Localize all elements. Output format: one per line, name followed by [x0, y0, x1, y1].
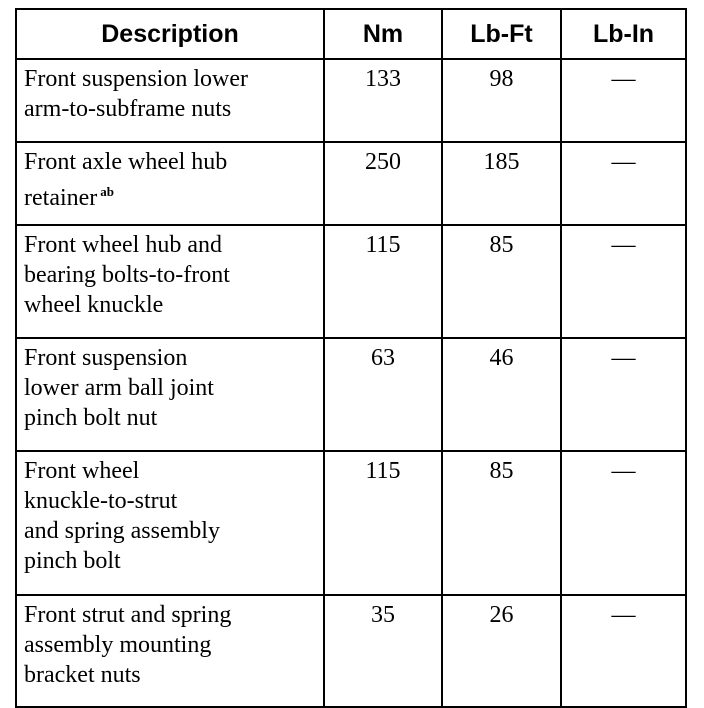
description-line: and spring assembly — [24, 518, 220, 544]
description-line: pinch bolt nut — [24, 405, 158, 431]
nm-cell: 250 — [324, 142, 442, 225]
description-cell — [16, 595, 324, 707]
description-cell — [16, 59, 324, 142]
lb-ft-cell: 85 — [442, 451, 561, 595]
description-line: wheel knuckle — [24, 292, 164, 318]
description-line: knuckle-to-strut — [24, 488, 178, 514]
lb-ft-cell: 26 — [442, 595, 561, 707]
description-cell — [16, 451, 324, 595]
description-line-with-footnote — [24, 177, 317, 213]
nm-cell: 115 — [324, 451, 442, 595]
table-row — [16, 338, 686, 451]
description-line: arm-to-subframe nuts — [24, 96, 232, 122]
nm-cell: 35 — [324, 595, 442, 707]
nm-cell: 115 — [324, 225, 442, 338]
description-line: Front suspension lower — [24, 66, 248, 92]
torque-spec-table — [15, 8, 687, 708]
table-row — [16, 225, 686, 338]
lb-in-cell: — — [561, 142, 686, 225]
table-row — [16, 595, 686, 707]
description-line: lower arm ball joint — [24, 375, 214, 401]
description-line: bracket nuts — [24, 662, 141, 688]
table-row — [16, 451, 686, 595]
lb-in-cell: — — [561, 451, 686, 595]
description-line: pinch bolt — [24, 548, 121, 574]
footnote-marker: ab — [100, 184, 115, 199]
description-text: retainer — [24, 185, 98, 211]
description-line: assembly mounting — [24, 632, 212, 658]
description-cell — [16, 225, 324, 338]
description-line: bearing bolts-to-front — [24, 262, 230, 288]
description-line: Front axle wheel hub — [24, 149, 228, 175]
description-line: Front strut and spring — [24, 602, 232, 628]
header-lb-in: Lb-In — [561, 9, 686, 59]
description-line: Front wheel — [24, 458, 140, 484]
header-description: Description — [16, 9, 324, 59]
lb-ft-cell: 85 — [442, 225, 561, 338]
description-cell — [16, 338, 324, 451]
header-lb-ft: Lb-Ft — [442, 9, 561, 59]
table-row — [16, 59, 686, 142]
nm-cell: 133 — [324, 59, 442, 142]
description-line: Front suspension — [24, 345, 188, 371]
lb-ft-cell: 46 — [442, 338, 561, 451]
lb-in-cell: — — [561, 338, 686, 451]
lb-in-cell: — — [561, 59, 686, 142]
lb-ft-cell: 98 — [442, 59, 561, 142]
table-row — [16, 142, 686, 225]
description-cell — [16, 142, 324, 225]
lb-ft-cell: 185 — [442, 142, 561, 225]
description-line: Front wheel hub and — [24, 232, 222, 258]
lb-in-cell: — — [561, 225, 686, 338]
header-row — [16, 9, 686, 59]
header-nm: Nm — [324, 9, 442, 59]
nm-cell: 63 — [324, 338, 442, 451]
lb-in-cell: — — [561, 595, 686, 707]
